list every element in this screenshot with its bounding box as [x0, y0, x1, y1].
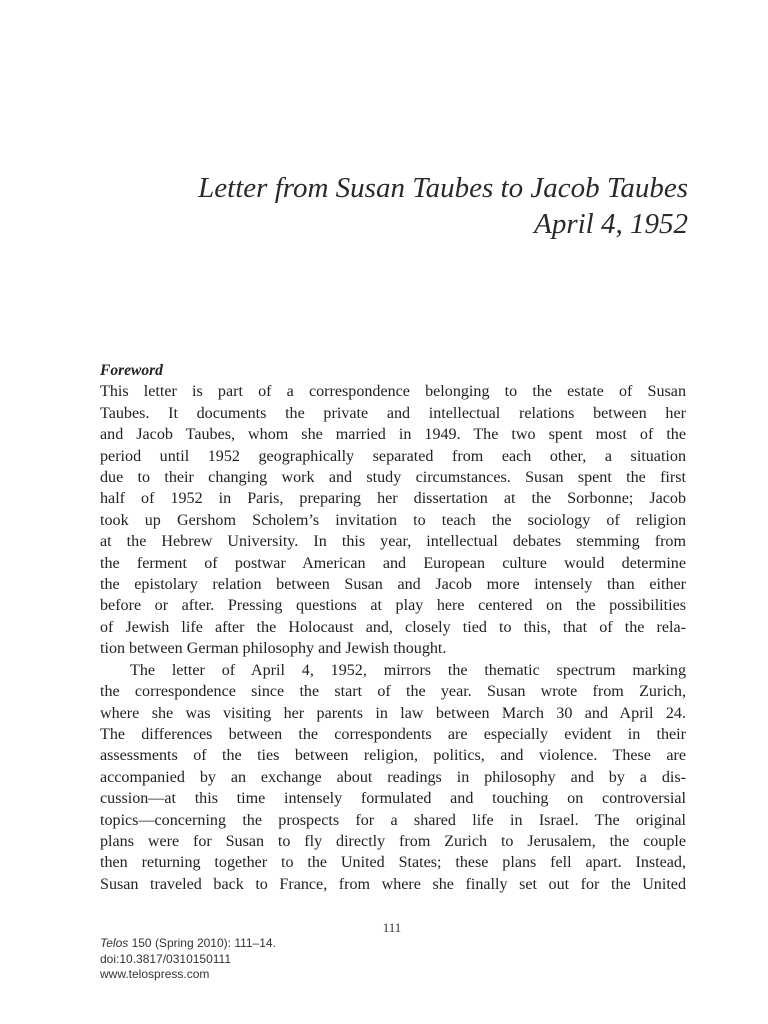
paragraph-line: period until 1952 geographically separated from each other, a situation: [100, 447, 686, 465]
paragraph-line: The differences between the correspondents are especially evident in their: [100, 725, 686, 743]
paragraph-line: Taubes. It documents the private and intellectual relations between her: [100, 404, 686, 422]
paragraph-line: the correspondence since the start of the year. Susan wrote from Zurich,: [100, 683, 686, 701]
paragraph-line: This letter is part of a correspondence belonging to the estate of Susan: [100, 383, 686, 401]
title-line-1: Letter from Susan Taubes to Jacob Taubes: [198, 172, 688, 204]
paragraph-line: took up Gershom Scholem’s invitation to teach the sociology of religion: [100, 511, 686, 529]
paragraph-line: The letter of April 4, 1952, mirrors the thematic spectrum marking: [130, 661, 686, 679]
paragraph-line: due to their changing work and study circumstances. Susan spent the first: [100, 469, 686, 487]
publisher-url: www.telospress.com: [100, 967, 210, 981]
paragraph-line: plans were for Susan to fly directly from Zurich to Jerusalem, the couple: [100, 832, 686, 850]
paragraph-line: the ferment of postwar American and European culture would determine: [100, 554, 686, 572]
citation-footer: [100, 936, 276, 983]
paragraph-line: topics—concerning the prospects for a shared life in Israel. The original: [100, 811, 686, 829]
paragraph-2: [100, 660, 686, 895]
paragraph-line: of Jewish life after the Holocaust and, closely tied to this, that of the rela-: [100, 618, 686, 636]
doi-text: doi:10.3817/0310150111: [100, 951, 232, 966]
paragraph-line: where she was visiting her parents in law between March 30 and April 24.: [100, 704, 686, 722]
paragraph-1: [100, 381, 686, 659]
article-title: [100, 170, 688, 242]
paragraph-line: at the Hebrew University. In this year, intellectual debates stemming from: [100, 533, 686, 551]
page-number: 111: [382, 920, 402, 935]
citation-line: [100, 936, 276, 952]
paragraph-line: and Jacob Taubes, whom she married in 1949. The two spent most of the: [100, 426, 686, 444]
citation-details: 150 (Spring 2010): 111–14.: [128, 936, 276, 950]
paragraph-line: Susan traveled back to France, from where she finally set out for the United: [100, 875, 686, 893]
paragraph-line: before or after. Pressing questions at play here centered on the possibilities: [100, 597, 686, 615]
title-line-2-date: April 4, 1952: [534, 208, 688, 240]
paragraph-line: half of 1952 in Paris, preparing her dissertation at the Sorbonne; Jacob: [100, 490, 686, 508]
journal-name: Telos: [100, 936, 129, 950]
article-body: [100, 360, 686, 895]
paragraph-line: cussion—at this time intensely formulated and touching on controversial: [100, 790, 686, 808]
paragraph-line: tion between German philosophy and Jewish thought.: [100, 640, 447, 658]
paragraph-line: then returning together to the United States; these plans fell apart. Instead,: [100, 854, 686, 872]
paragraph-line: accompanied by an exchange about readings in philosophy and by a dis-: [100, 768, 686, 786]
section-heading: Foreword: [100, 362, 163, 379]
paragraph-line: the epistolary relation between Susan and Jacob more intensely than either: [100, 576, 686, 594]
paragraph-line: assessments of the ties between religion, politics, and violence. These are: [100, 747, 686, 765]
